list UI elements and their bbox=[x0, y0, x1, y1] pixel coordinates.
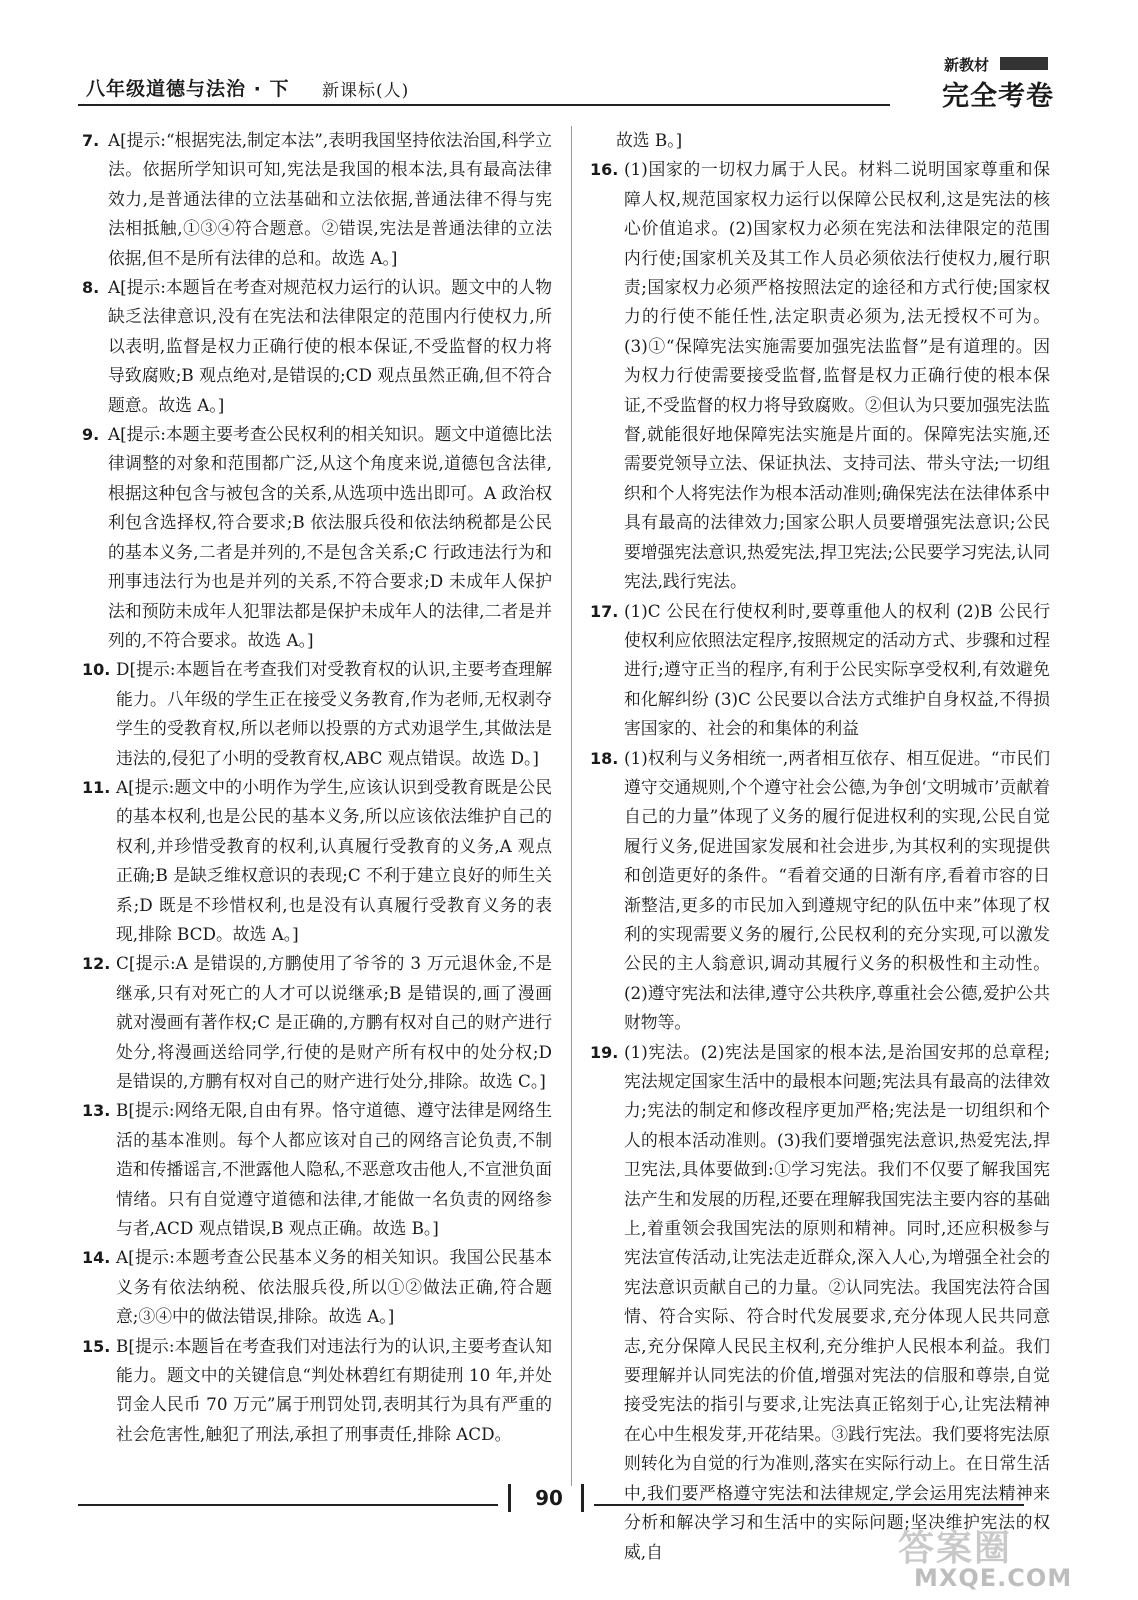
answer-item-13 bbox=[82, 1096, 552, 1243]
brand-logo bbox=[916, 52, 1056, 112]
item-number: 15. bbox=[82, 1336, 111, 1356]
answer-item-17 bbox=[590, 597, 1050, 744]
answer-item-15 bbox=[82, 1332, 552, 1450]
item-text: A[提示:本题旨在考查对规范权力运行的认识。题文中的人物缺乏法律意识,没有在宪法和法律限定的范围内行使权力,所以表明,监督是权力正确行使的根本保证,不受监督的权力将导致腐败;B 观点绝对,是错误的;CD 观点虽然正确,但不符合题意。故选 A。] bbox=[108, 277, 552, 415]
answer-item-8 bbox=[82, 273, 552, 420]
item-number: 12. bbox=[82, 954, 111, 974]
continued-text: 故选 B。] bbox=[616, 130, 683, 150]
item-text: A[提示:“根据宪法,制定本法”,表明我国坚持依法治国,科学立法。依据所学知识可知,宪法是我国的根本法,具有最高法律效力,是普通法律的立法基础和立法依据,普通法律不得与宪法相抵触,①③④符合题意。②错误,宪法是普通法律的立法依据,但不是所有法律的总和。故选 A。] bbox=[108, 130, 552, 268]
page-header bbox=[78, 56, 1054, 112]
answer-item-7 bbox=[82, 126, 552, 273]
item-text: C[提示:A 是错误的,方鹏使用了爷爷的 3 万元退休金,不是继承,只有对死亡的人才可以说继承;B 是错误的,画了漫画就对漫画有著作权;C 是正确的,方鹏有权对自己的财产进行处分,将漫画送给同学,行使的是财产所有权中的处分权;D 是错误的,方鹏有权对自己的财产进行处分,排除。故选 C。] bbox=[116, 953, 552, 1091]
page-number: 90 bbox=[535, 1486, 563, 1510]
item-number: 9. bbox=[82, 425, 100, 445]
item-number: 14. bbox=[82, 1248, 111, 1268]
column-divider bbox=[571, 126, 572, 1486]
watermark-url: MXQE.COM bbox=[914, 1564, 1073, 1592]
answer-item-10 bbox=[82, 655, 552, 773]
item-number: 16. bbox=[590, 160, 619, 180]
right-column bbox=[590, 126, 1050, 1567]
answer-item-18 bbox=[590, 744, 1050, 1038]
item-text: (1)权利与义务相统一,两者相互依存、相互促进。“市民们遵守交通规则,个个遵守社会公德,为争创‘文明城市’贡献着自己的力量”体现了义务的履行促进权利的实现,公民自觉履行义务,促进国家发展和社会进步,为其权利的实现提供和创造更好的条件。“看着交通的日渐有序,看着市容的日渐整洁,更多的市民加入到遵规守纪的队伍中来”体现了权利的实现需要义务的履行,公民权利的充分实现,可以激发公民的主人翁意识,调动其履行义务的积极性和主动性。(2)遵守宪法和法律,遵守公共秩序,尊重社会公德,爱护公共财物等。 bbox=[624, 747, 1050, 1033]
footer-bar-right bbox=[581, 1484, 584, 1512]
item-number: 13. bbox=[82, 1101, 111, 1121]
item-number: 8. bbox=[82, 278, 100, 298]
item-number: 11. bbox=[82, 777, 111, 797]
edition-label: 新课标(人) bbox=[322, 81, 410, 101]
item-text: A[提示:题文中的小明作为学生,应该认识到受教育既是公民的基本权利,也是公民的基本义务,所以应该依法维护自己的权利,并珍惜受教育的权利,认真履行受教育的义务,A 观点正确;B 是缺乏维权意识的表现;C 不利于建立良好的师生关系;D 既是不珍惜权利,也是没有认真履行受教育义务的表现,排除 BCD。故选 A。] bbox=[116, 776, 552, 944]
item-text: (1)宪法。(2)宪法是国家的根本法,是治国安邦的总章程;宪法规定国家生活中的最根本问题;宪法具有最高的法律效力;宪法的制定和修改程序更加严格;宪法是一切组织和个人的根本活动准则。(3)我们要增强宪法意识,热爱宪法,捍卫宪法,具体要做到:①学习宪法。我们不仅要了解我国宪法产生和发展的历程,还要在理解我国宪法主要内容的基础上,着重领会我国宪法的原则和精神。同时,还应积极参与宪法宣传活动,让宪法走近群众,深入人心,为增强全社会的宪法意识贡献自己的力量。②认同宪法。我国宪法符合国情、符合实际、符合时代发展要求,充分体现人民共同意志,充分保障人民民主权利,充分维护人民根本利益。我们要理解并认同宪法的价值,增强对宪法的信服和尊崇,自觉接受宪法的指引与要求,让宪法真正铭刻于心,让宪法精神在心中生根发芽,开花结果。③践行宪法。我们要将宪法原则转化为自觉的行为准则,落实在实际行动上。在日常生活中,我们要严格遵守宪法和法律规定,学会运用宪法精神来分析和解决学习和生活中的实际问题;坚决维护宪法的权威,自 bbox=[624, 1041, 1050, 1562]
brand-series: 新教材 bbox=[944, 56, 990, 74]
item-number: 10. bbox=[82, 660, 111, 680]
item-text: A[提示:本题主要考查公民权利的相关知识。题文中道德比法律调整的对象和范围都广泛,从这个角度来说,道德包含法律,根据这种包含与被包含的关系,从选项中选出即可。A 政治权利包含选择权,符合要求;B 依法服兵役和依法纳税都是公民的基本义务,二者是并列的,不是包含关系;C 行政违法行为和刑事违法行为也是并列的关系,不符合要求;D 未成年人保护法和预防未成年人犯罪法都是保护未成年人的法律,二者是并列的,不符合要求。故选 A。] bbox=[108, 424, 552, 650]
item-number: 17. bbox=[590, 601, 619, 621]
answer-item-11 bbox=[82, 773, 552, 949]
item-text: D[提示:本题旨在考查我们对受教育权的认识,主要考查理解能力。八年级的学生正在接受义务教育,作为老师,无权剥夺学生的受教育权,所以老师以投票的方式劝退学生,其做法是违法的,侵犯了小明的受教育权,ABC 观点错误。故选 D。] bbox=[116, 659, 552, 768]
watermark-logo bbox=[890, 1520, 1126, 1592]
item-text: B[提示:本题旨在考查我们对违法行为的认识,主要考查认知能力。题文中的关键信息“判处林碧红有期徒刑 10 年,并处罚金人民币 70 万元”属于刑罚处罚,表明其行为具有严重的社会危害性,触犯了刑法,承担了刑事责任,排除 ACD。 bbox=[116, 1335, 552, 1444]
brand-mini-badge bbox=[1000, 57, 1048, 70]
answer-item-16 bbox=[590, 155, 1050, 596]
item-number: 7. bbox=[82, 131, 100, 150]
item-text: (1)国家的一切权力属于人民。材料二说明国家尊重和保障人权,规范国家权力运行以保障公民权利,这是宪法的核心价值追求。(2)国家权力必须在宪法和法律限定的范围内行使;国家机关及其工作人员必须依法行使权力,履行职责;国家权力必须严格按照法定的途径和方式行使;国家权力的行使不能任性,法定职责必须为,法无授权不可为。(3)①“保障宪法实施需要加强宪法监督”是有道理的。因为权力行使需要接受监督,监督是权力正确行使的根本保证,不受监督的权力将导致腐败。②但认为只要加强宪法监督,就能很好地保障宪法实施是片面的。保障宪法实施,还需要党领导立法、保证执法、支持司法、带头守法;一切组织和个人将宪法作为根本活动准则;确保宪法在法律体系中具有最高的法律效力;国家公职人员要增强宪法意识;公民要增强宪法意识,热爱宪法,捍卫宪法;公民要学习宪法,认同宪法,践行宪法。 bbox=[624, 159, 1050, 592]
answer-item-12 bbox=[82, 949, 552, 1096]
left-column bbox=[82, 126, 552, 1449]
item-number: 19. bbox=[590, 1042, 619, 1062]
item-text: (1)C 公民在行使权利时,要尊重他人的权利 (2)B 公民行使权利应依照法定程序,按照规定的活动方式、步骤和过程进行;遵守正当的程序,有利于公民实际享受权利,有效避免和化解纠纷 (3)C 公民要以合法方式维护自身权益,不得损害国家的、社会的和集体的利益 bbox=[624, 600, 1050, 739]
page-footer bbox=[78, 1484, 1028, 1514]
header-rule bbox=[78, 104, 890, 106]
item-text: B[提示:网络无限,自由有界。恪守道德、遵守法律是网络生活的基本准则。每个人都应该对自己的网络言论负责,不制造和传播谣言,不泄露他人隐私,不恶意攻击他人,不宣泄负面情绪。只有自觉遵守道德和法律,才能做一名负责的网络参与者,ACD 观点错误,B 观点正确。故选 B。] bbox=[116, 1100, 552, 1239]
answer-item-14 bbox=[82, 1243, 552, 1331]
item-number: 18. bbox=[590, 748, 619, 768]
footer-bar-left bbox=[508, 1484, 511, 1512]
brand-title: 完全考卷 bbox=[942, 81, 1054, 112]
book-title: 八年级道德与法治 · 下 bbox=[86, 78, 290, 100]
footer-rule-right bbox=[594, 1504, 1024, 1506]
answer-item-9 bbox=[82, 420, 552, 655]
item-text: A[提示:本题考查公民基本义务的相关知识。我国公民基本义务有依法纳税、依法服兵役,所以①②做法正确,符合题意;③④中的做法错误,排除。故选 A。] bbox=[116, 1247, 552, 1327]
footer-rule-left bbox=[78, 1504, 498, 1506]
watermark-text: 答案圈 bbox=[898, 1528, 1013, 1569]
